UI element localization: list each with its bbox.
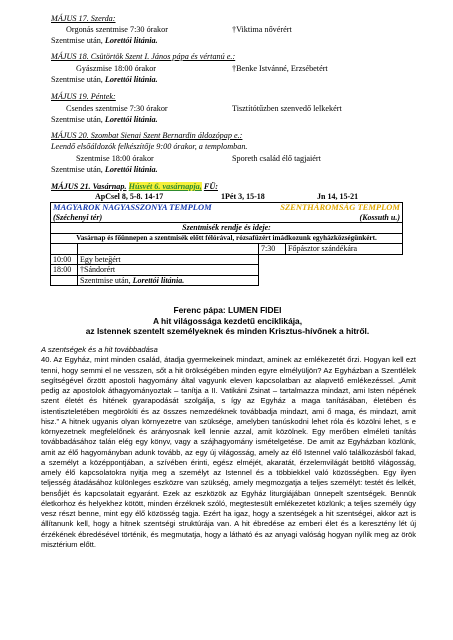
after-mass-note — [51, 165, 158, 174]
mass-name: Gyászmise 18:00 órakor — [76, 64, 157, 73]
section-heading: A szentségek és a hit továbbadása — [41, 345, 158, 354]
church-left: MAGYAROK NAGYASSZONYA TEMPLOM — [53, 202, 212, 212]
litany-label: Lorettói litánia. — [104, 75, 158, 84]
article-title-line-2: A hit világossága kezdetű enciklikája, — [152, 315, 303, 326]
mass-intention: †Benke Istvánné, Erzsébetért — [232, 64, 328, 73]
reading-2: 1Pét 3, 15-18 — [221, 192, 265, 201]
rosary-note: Vasárnap és főünnepen a szentmisék előtt félórával, rózsafüzért imádkozunk egyházközségünkért. — [51, 233, 403, 244]
after-mass-label: Szentmise után, — [51, 165, 103, 174]
article-body — [41, 345, 416, 550]
after-mass-note — [51, 75, 158, 84]
article-title-line-3: az Istennek szentelt személyeknek és minden Krisztus-hívőnek a hitről. — [85, 326, 370, 337]
day-title: MÁJUS 20. Szombat Sienai Szent Bernardin áldozópap e.: — [51, 131, 243, 140]
right-time: 7:30 — [259, 244, 286, 255]
litany-label: Lorettói litánia. — [104, 165, 158, 174]
mass-intention: Sporeth család élő tagjaiért — [232, 154, 321, 163]
row-time-empty — [51, 275, 78, 286]
sunday-title-suffix: FÜ: — [203, 182, 218, 191]
article-title-line-1: Ferenc pápa: LUMEN FIDEI — [173, 305, 282, 315]
after-mass-note — [51, 36, 158, 45]
day-title: MÁJUS 18. Csütörtök Szent I. János pápa és vértanú e.: — [51, 52, 236, 61]
church-left-cell — [51, 203, 259, 213]
after-mass-label: Szentmise után, — [51, 115, 103, 124]
sunday-title — [51, 182, 218, 191]
day-title: MÁJUS 17. Szerda: — [51, 14, 116, 23]
place-right: (Kossuth u.) — [259, 213, 403, 223]
order-title: Szentmisék rendje és ideje: — [51, 223, 403, 234]
reading-1: ApCsel 8, 5-8. 14-17 — [95, 192, 164, 201]
mass-name: Csendes szentmise 7:30 órakor — [66, 104, 168, 113]
schedule-table — [50, 202, 403, 286]
empty-cell — [259, 265, 403, 276]
left-time-empty — [51, 244, 78, 255]
day-note: Leendő elsőáldozók felkészítője 9:00 órakor, a templomban. — [51, 142, 248, 151]
empty-cell — [259, 254, 403, 265]
after-mass-cell — [78, 275, 259, 286]
litany-label: Lorettói litánia. — [104, 36, 158, 45]
left-intention-empty — [78, 244, 259, 255]
mass-intention: Tisztítótűzben szenvedő lelkekért — [232, 104, 342, 113]
place-left: (Széchenyi tér) — [51, 213, 259, 223]
litany-label: Lorettói litánia. — [104, 115, 158, 124]
article-paragraph: 40. Az Egyház, mint minden család, átadja gyermekeinek mindazt, aminek az emlékezetét őrzi. Hogyan kell ezt tenni, hogy semmi el ne vesszen, sőt a hit örökségében minden egyre elmélyüljön? Az Egyházban a Szentlélek segítségével őrzött apostoli hagyomány által vagyunk eleven kapcsolatban az alapvető emlékezéssel. „Amit pedig az apostolok áthagyományoztak – tanítja a II. Vatikáni Zsinat – tartalmazza mindazt, ami Isten népének szent életét és hitének gyarapodását szolgálja, s így az Egyház a maga tanításában, életében és istentiszteletében megörökíti és az összes nemzedéknek továbbadja mindazt, ami ő maga, és mindazt, amit hisz.” A hitnek ugyanis olyan környezetre van szüksége, amelyben tanúskodni lehet róla és közölni lehet, s e környezetnek megfelelőnek és arányosnak kell lennie azzal, amit közölnek. Egy merőben elméleti tanítás továbbadásához talán elég egy könyv, vagy a szájhagyomány ismételgetése. De amit az Egyházban közlünk, amit az élő hagyományban adunk tovább, az egy új világosság, amely az élő Istennel való találkozásból fakad, a személyt a középpontjában, a szívében érinti, egész elméjét, akaratát, érzelemvilágát betöltő világosság, amely élő kapcsolatokra nyitja meg a személyt az Istennel és a többiekkel való közösségben. Egy ilyen teljesség átadásához különleges eszközre van szükség, amely megmozgatja a teljes személyt: testét és lelkét, benső́jét és kapcsolatait egyaránt. Ezek az eszközök az Egyház liturgiájában ünnepelt szentségek. Bennük életkorhoz és helyekhez kötött, minden érzéknek szóló, megtestesült emlékezetet közlünk; a teljes személy úgy vesz részt benne, mint egy élő közösség tagja. Ezért ha igaz, hogy a szentségek a hit szentségei, akkor azt is állítanunk kell, hogy a hitnek szentségi struktúrája van. A hit ébredése az emberi élet és a keresztény lét új érzékének ébredésével történik, és megmutatja, hogy a látható és az anyagi valóság hogyan nyílik meg az örök misztérium előtt. — [41, 355, 416, 549]
row-intention: Egy beteg̈ért — [78, 254, 259, 265]
reading-3: Jn 14, 15-21 — [317, 192, 359, 201]
row-time: 10:00 — [51, 254, 78, 265]
mass-name: Szentmise 18:00 órakor — [76, 154, 154, 163]
mass-intention: †Viktima nővérért — [232, 25, 292, 34]
church-right-cell — [259, 203, 403, 213]
after-mass-note — [51, 115, 158, 124]
church-right: SZENTHÁROMSÁG TEMPLOM — [280, 202, 400, 212]
after-mass-label: Szentmise után, — [80, 275, 131, 285]
day-title: MÁJUS 19. Péntek: — [51, 92, 116, 101]
row-time: 18:00 — [51, 265, 78, 276]
sunday-title-highlight: Húsvét 6. vasárnapja, — [128, 182, 202, 191]
sunday-title-prefix: MÁJUS 21. Vasárnap. — [51, 182, 127, 191]
article-title — [30, 305, 425, 337]
after-mass-label: Szentmise után, — [51, 75, 103, 84]
row-intention: †Sándorért — [78, 265, 259, 276]
mass-name: Orgonás szentmise 7:30 órakor — [66, 25, 168, 34]
after-mass-label: Szentmise után, — [51, 36, 103, 45]
empty-cell — [259, 275, 403, 286]
right-intention: Főpásztor szándékára — [286, 244, 403, 255]
litany-label: Lorettói litánia. — [132, 275, 185, 285]
